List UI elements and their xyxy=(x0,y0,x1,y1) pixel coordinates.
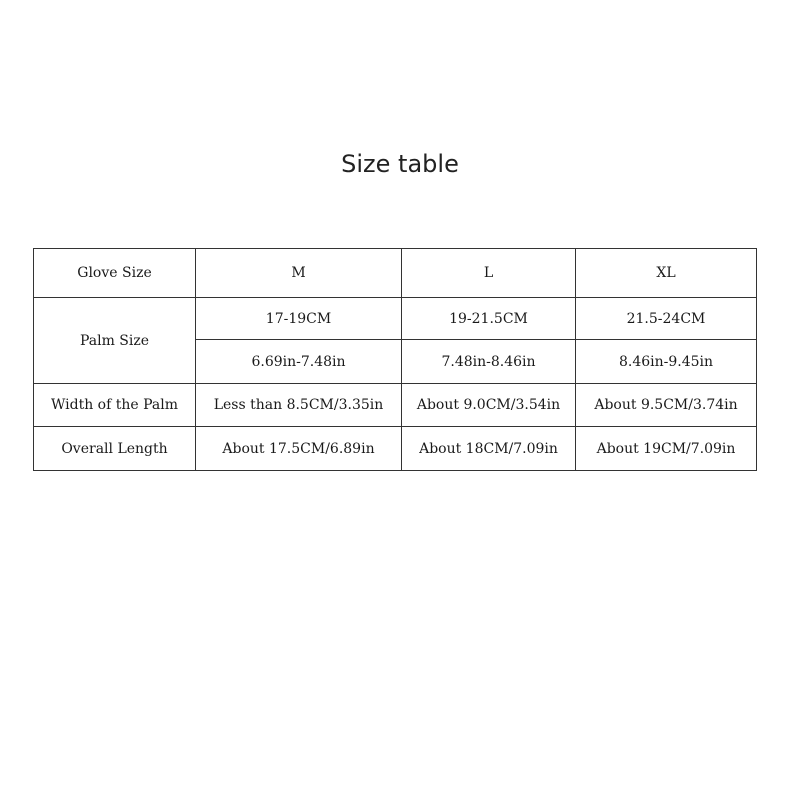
row-label-palm-size: Palm Size xyxy=(34,298,196,384)
row-label-glove-size: Glove Size xyxy=(34,249,196,298)
table-cell: 6.69in-7.48in xyxy=(196,340,402,384)
size-table xyxy=(33,248,757,471)
row-label-overall-length: Overall Length xyxy=(34,427,196,471)
table-row-width-of-palm xyxy=(34,384,757,427)
table-cell: 7.48in-8.46in xyxy=(402,340,576,384)
table-cell: About 9.0CM/3.54in xyxy=(402,384,576,427)
table-cell: 8.46in-9.45in xyxy=(576,340,757,384)
size-header-xl: XL xyxy=(576,249,757,298)
table-cell: About 17.5CM/6.89in xyxy=(196,427,402,471)
size-header-m: M xyxy=(196,249,402,298)
size-header-l: L xyxy=(402,249,576,298)
table-cell: About 19CM/7.09in xyxy=(576,427,757,471)
table-cell: 21.5-24CM xyxy=(576,298,757,340)
table-row-overall-length xyxy=(34,427,757,471)
table-cell: 19-21.5CM xyxy=(402,298,576,340)
table-header-row xyxy=(34,249,757,298)
table-cell: About 18CM/7.09in xyxy=(402,427,576,471)
table-cell: Less than 8.5CM/3.35in xyxy=(196,384,402,427)
table-cell: 17-19CM xyxy=(196,298,402,340)
table-row-palm-size-cm xyxy=(34,298,757,340)
table-cell: About 9.5CM/3.74in xyxy=(576,384,757,427)
page-title: Size table xyxy=(341,150,459,178)
row-label-width-of-palm: Width of the Palm xyxy=(34,384,196,427)
